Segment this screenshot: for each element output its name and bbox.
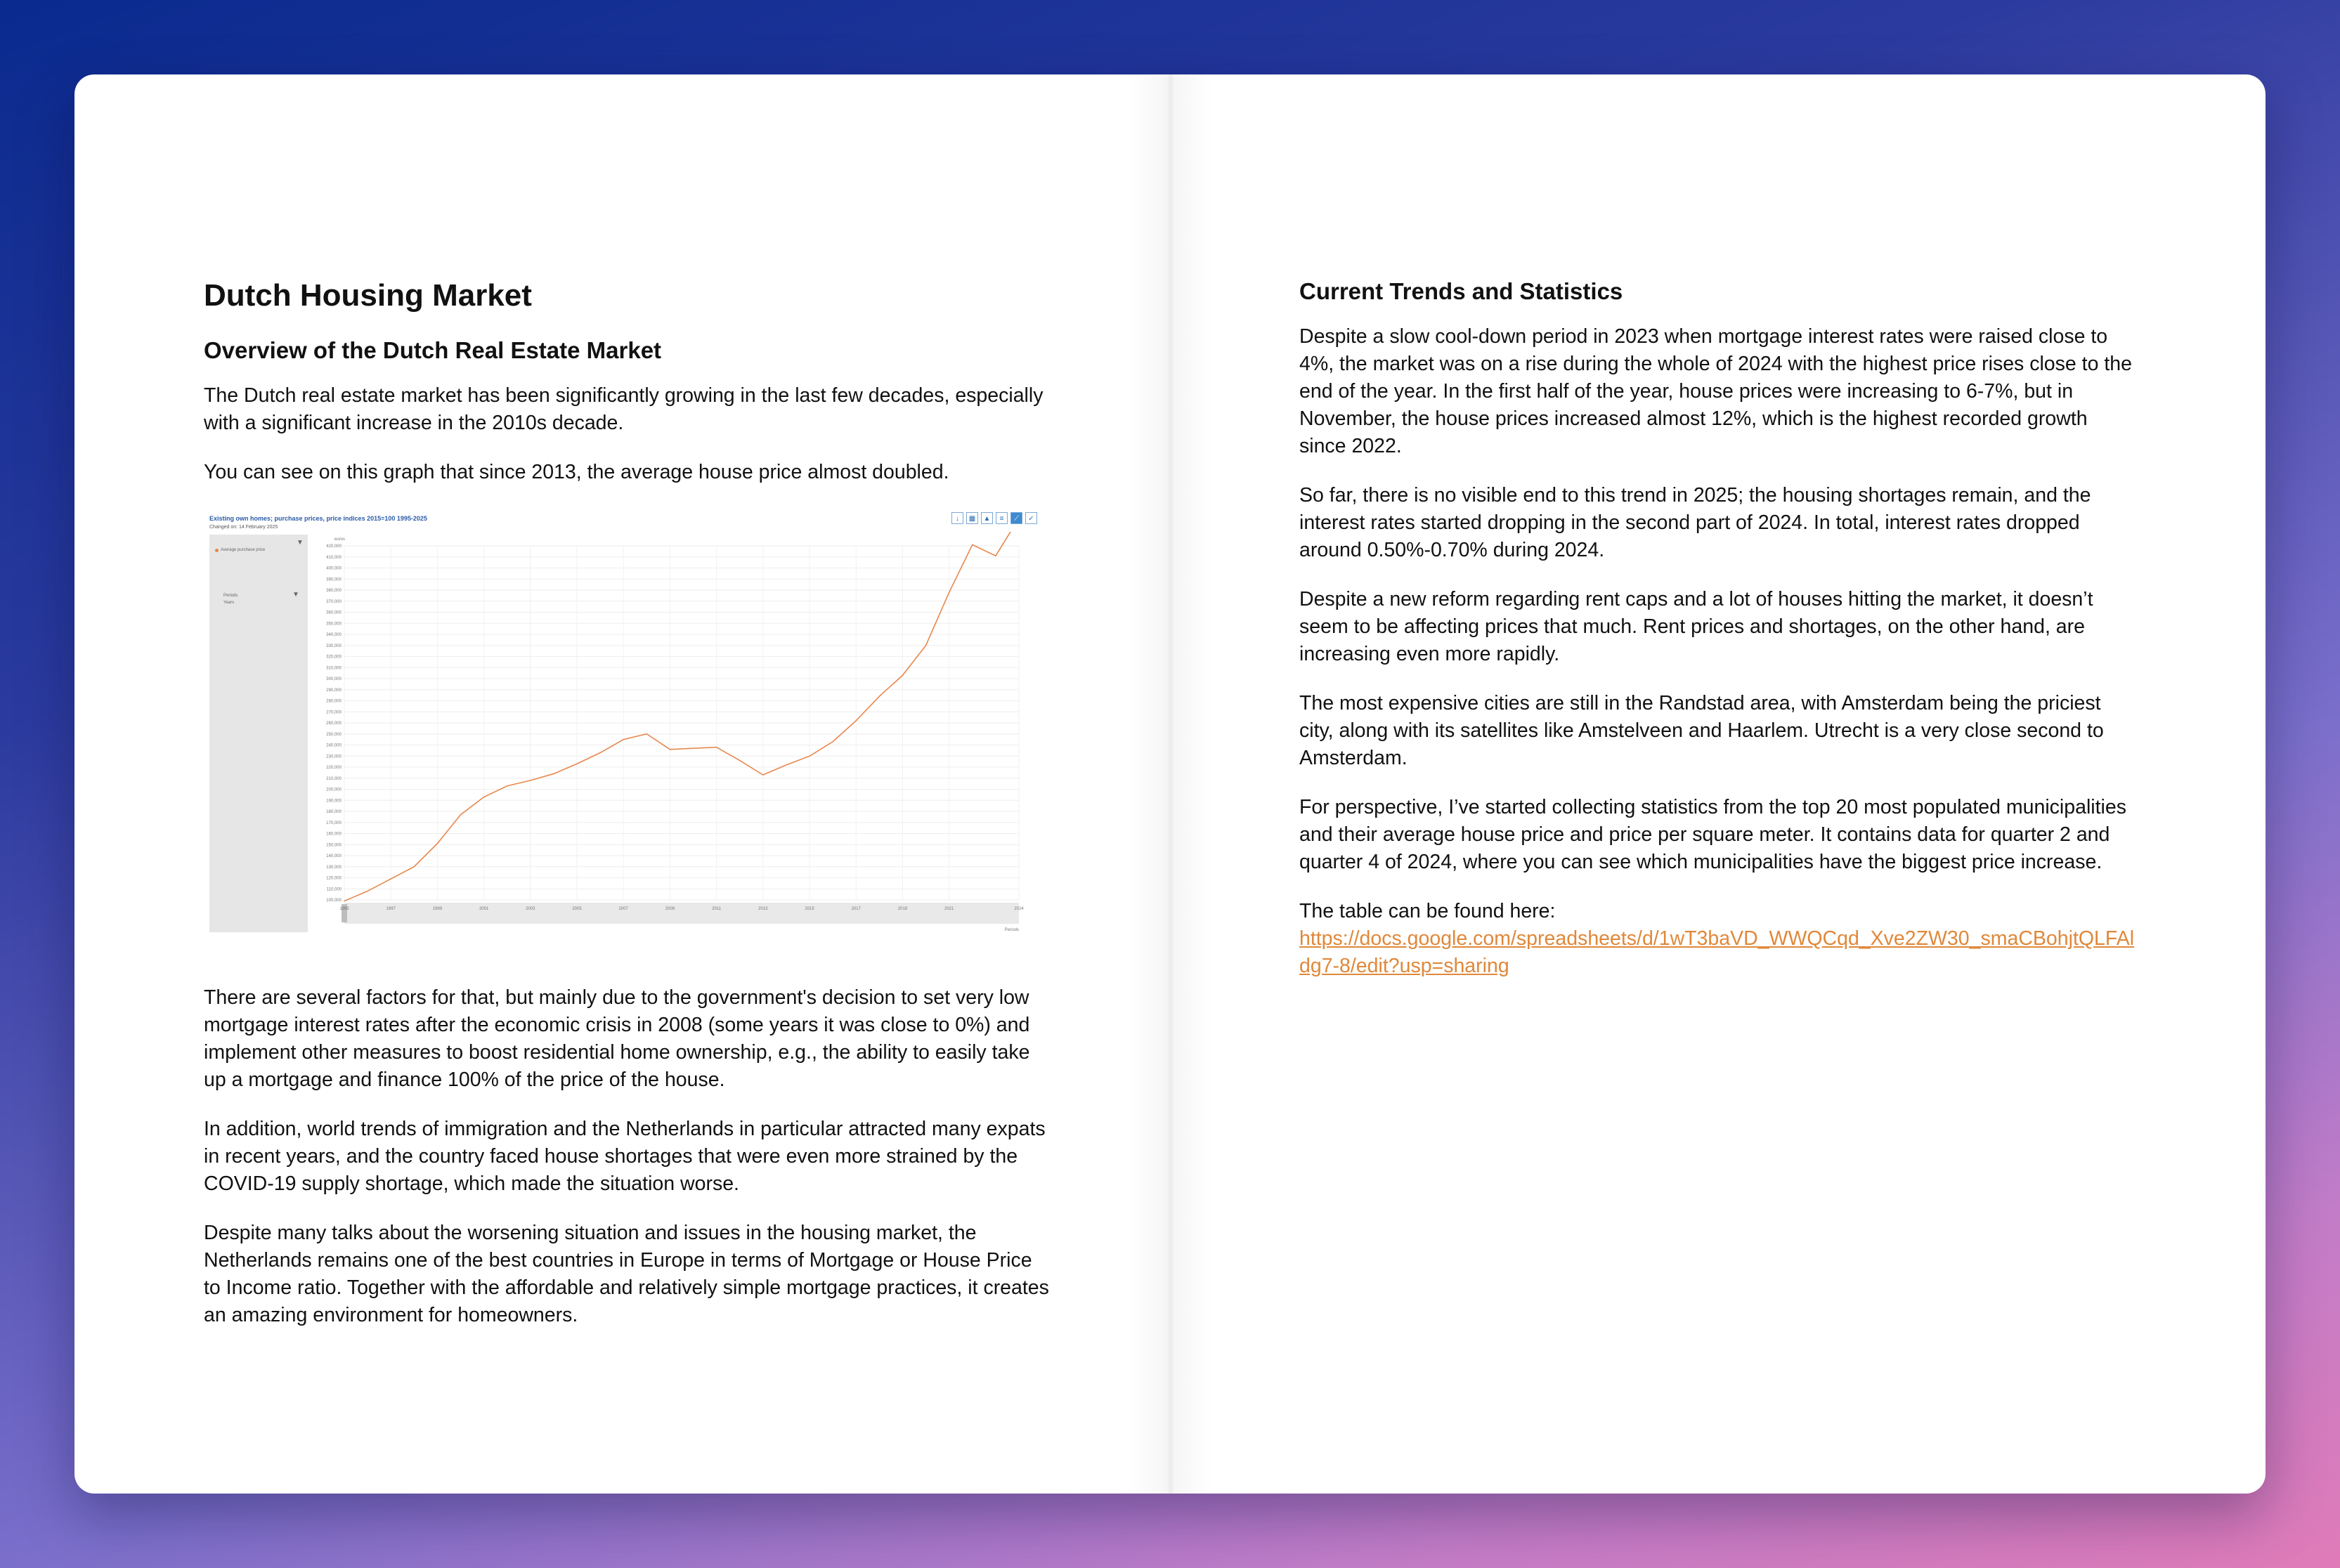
y-tick-label: 170,000 (326, 821, 342, 825)
x-tick-label: 2019 (897, 907, 908, 911)
y-tick-label: 310,000 (326, 666, 342, 671)
y-tick-label: 420,000 (326, 544, 342, 549)
y-tick-label: 190,000 (326, 799, 342, 804)
right-page (1170, 74, 2266, 1494)
left-page (74, 74, 1170, 1494)
data-point (390, 878, 391, 880)
x-tick-label: 2003 (526, 907, 535, 911)
data-point (879, 695, 880, 697)
x-tick-label: 2017 (851, 907, 861, 911)
data-point (507, 785, 508, 787)
y-tick-label: 260,000 (326, 721, 342, 726)
x-tick-label: 1995 (339, 907, 349, 911)
paragraph (1299, 898, 2139, 980)
paragraph: Despite many talks about the worsening situation and issues in the housing market, the Netherlands remains one of the best countries in Europe in terms of Mortgage or House Price to Income ratio. Together with the affordable and relatively simple mortgage practices, it creates an amazing environment for homeowners. (204, 1222, 1049, 1326)
y-tick-label: 160,000 (326, 832, 342, 837)
data-point (832, 741, 833, 743)
line-chart-icon[interactable]: ⟋ (1010, 512, 1022, 524)
paragraph: For perspective, I’ve started collecting statistics from the top 20 most populated municipalities and their average house price and price per square meter. It contains data for quarter 2 and quarter 4 of 2024, where you can see which municipalities have the biggest price increase. (1299, 796, 2126, 873)
paragraph: There are several factors for that, but mainly due to the government's decision to set very low mortgage interest rates after the economic crisis in 2008 (some years it was close to 0%) and implement other measures to boost residential home ownership, e.g., the ability to easily take up a mortgage and finance 100% of the price of the house. (204, 986, 1030, 1091)
y-tick-label: 400,000 (326, 566, 342, 571)
y-tick-label: 220,000 (326, 766, 342, 770)
x-range-slider (344, 903, 1019, 924)
y-tick-label: 320,000 (326, 655, 342, 660)
y-tick-label: 180,000 (326, 810, 342, 814)
data-point (670, 749, 671, 750)
y-tick-label: 120,000 (326, 876, 342, 881)
filter-value[interactable]: Years (223, 601, 235, 605)
y-tick-label: 150,000 (326, 843, 342, 848)
x-axis-label: Periods (1004, 928, 1019, 932)
data-point (855, 720, 857, 721)
data-point (762, 774, 764, 776)
data-point (809, 755, 810, 757)
data-point (599, 752, 601, 754)
data-point (693, 747, 694, 749)
x-tick-label: 2021 (944, 907, 954, 911)
y-tick-label: 350,000 (326, 622, 342, 627)
x-tick-label: 2015 (805, 907, 814, 911)
y-tick-label: 230,000 (326, 754, 342, 759)
filter-icon[interactable]: ▼ (292, 591, 299, 599)
data-point (576, 763, 578, 764)
y-tick-label: 390,000 (326, 577, 342, 582)
legend-label: Average purchase price (221, 548, 266, 552)
x-tick-label: 2009 (665, 907, 675, 911)
x-tick-label: 2007 (618, 907, 628, 911)
data-point (530, 780, 531, 781)
data-point (949, 592, 950, 593)
y-tick-label: 240,000 (326, 743, 342, 748)
paragraph: Despite a new reform regarding rent caps and a lot of houses hitting the market, it doesn’t seem to be affecting prices that much. Rent prices and shortages, on the other hand, are increasing even more rapidly. (1299, 588, 2093, 665)
filter-icon[interactable]: ▼ (297, 539, 304, 547)
y-tick-label: 100,000 (326, 899, 342, 903)
check-icon[interactable]: ✓ (1025, 512, 1037, 524)
y-axis-label: euros (334, 537, 346, 542)
legend-dot-icon (215, 549, 219, 552)
data-point (623, 739, 624, 740)
x-tick-label: 2024 (1014, 907, 1024, 911)
y-tick-label: 410,000 (326, 555, 342, 560)
y-tick-label: 340,000 (326, 633, 342, 637)
y-tick-label: 110,000 (326, 887, 342, 892)
x-tick-label: 2005 (572, 907, 582, 911)
table-icon[interactable]: ▦ (966, 512, 978, 524)
download-icon[interactable]: ↓ (951, 512, 963, 524)
y-tick-label: 250,000 (326, 732, 342, 737)
y-tick-label: 140,000 (326, 854, 342, 858)
data-point (344, 901, 345, 902)
x-tick-label: 2013 (758, 907, 768, 911)
x-tick-label: 2011 (712, 907, 722, 911)
y-tick-label: 270,000 (326, 710, 342, 715)
y-tick-label: 280,000 (326, 699, 342, 704)
data-point (553, 773, 554, 775)
x-tick-label: 1999 (432, 907, 443, 911)
x-tick-label: 2001 (479, 907, 489, 911)
data-point (437, 843, 438, 844)
chart-toolbar (951, 512, 1037, 524)
paragraph: The Dutch real estate market has been significantly growing in the last few decades, especially with a significant increase in the 2010s decade. (204, 384, 1044, 434)
filter-label: Periods (223, 594, 238, 598)
book-spread (74, 74, 2266, 1494)
y-tick-label: 290,000 (326, 688, 342, 693)
table-intro: The table can be found here: (1299, 900, 1556, 922)
data-point (716, 747, 717, 748)
chart-subtitle: Changed on: 14 February 2025 (209, 525, 278, 530)
data-point (902, 674, 904, 676)
chart-filter-panel (209, 535, 308, 932)
line-chart-plot (316, 532, 1040, 958)
chart-title: Existing own homes; purchase prices, price indices 2015=100 1995-2025 (209, 515, 427, 522)
y-tick-label: 370,000 (326, 599, 342, 604)
y-tick-label: 210,000 (326, 776, 342, 781)
paragraph: The most expensive cities are still in the Randstad area, with Amsterdam being the priciest city, along with its satellites like Amstelveen and Haarlem. Utrecht is a very close second to Amsterdam. (1299, 692, 2104, 769)
grid-icon[interactable]: ≡ (996, 512, 1008, 524)
x-tick-label: 1997 (386, 907, 396, 911)
spreadsheet-link[interactable]: https://docs.google.com/spreadsheets/d/1wT3baVD_WWQCqd_Xve2ZW30_smaCBohjtQLFAldg7-8/edit?usp=sharing (1299, 927, 2135, 977)
trends-heading: Current Trends and Statistics (1299, 278, 1623, 304)
y-tick-label: 200,000 (326, 788, 342, 792)
data-point (972, 544, 973, 546)
y-tick-label: 130,000 (326, 865, 342, 870)
data-point (460, 814, 462, 816)
y-tick-label: 380,000 (326, 589, 342, 593)
data-point (367, 891, 368, 892)
paragraph: In addition, world trends of immigration and the Netherlands in particular attracted many expats in recent years, and the country faced house shortages that were even more strained by the COVID-19 supply shortage, which made the situation worse. (204, 1118, 1046, 1195)
y-tick-label: 360,000 (326, 610, 342, 615)
paragraph: So far, there is no visible end to this trend in 2025; the housing shortages remain, and the interest rates started dropping in the second part of 2024. In total, interest rates dropped around 0.50%-0.70% during 2024. (1299, 484, 2091, 561)
paragraph: Despite a slow cool-down period in 2023 when mortgage interest rates were raised close to 4%, the market was on a rise during the whole of 2024 with the highest price rises close to the end of the year. In the first half of the year, house prices were increasing to 6-7%, but in November, the house prices increased almost 12%, which is the highest recorded growth since 2022. (1299, 325, 2132, 457)
data-point (786, 764, 787, 766)
data-point (995, 555, 996, 556)
page-title: Dutch Housing Market (204, 278, 532, 313)
y-tick-label: 300,000 (326, 677, 342, 681)
price-series-line (344, 532, 1019, 901)
paragraph: You can see on this graph that since 2013, the average house price almost doubled. (204, 461, 949, 483)
data-point (414, 866, 415, 868)
data-point (925, 645, 927, 646)
data-point (739, 760, 741, 762)
data-point (483, 797, 485, 798)
map-icon[interactable]: ▲ (981, 512, 993, 524)
overview-heading: Overview of the Dutch Real Estate Market (204, 337, 662, 363)
house-price-chart (204, 508, 1040, 958)
data-point (646, 733, 648, 735)
y-tick-label: 330,000 (326, 643, 342, 648)
